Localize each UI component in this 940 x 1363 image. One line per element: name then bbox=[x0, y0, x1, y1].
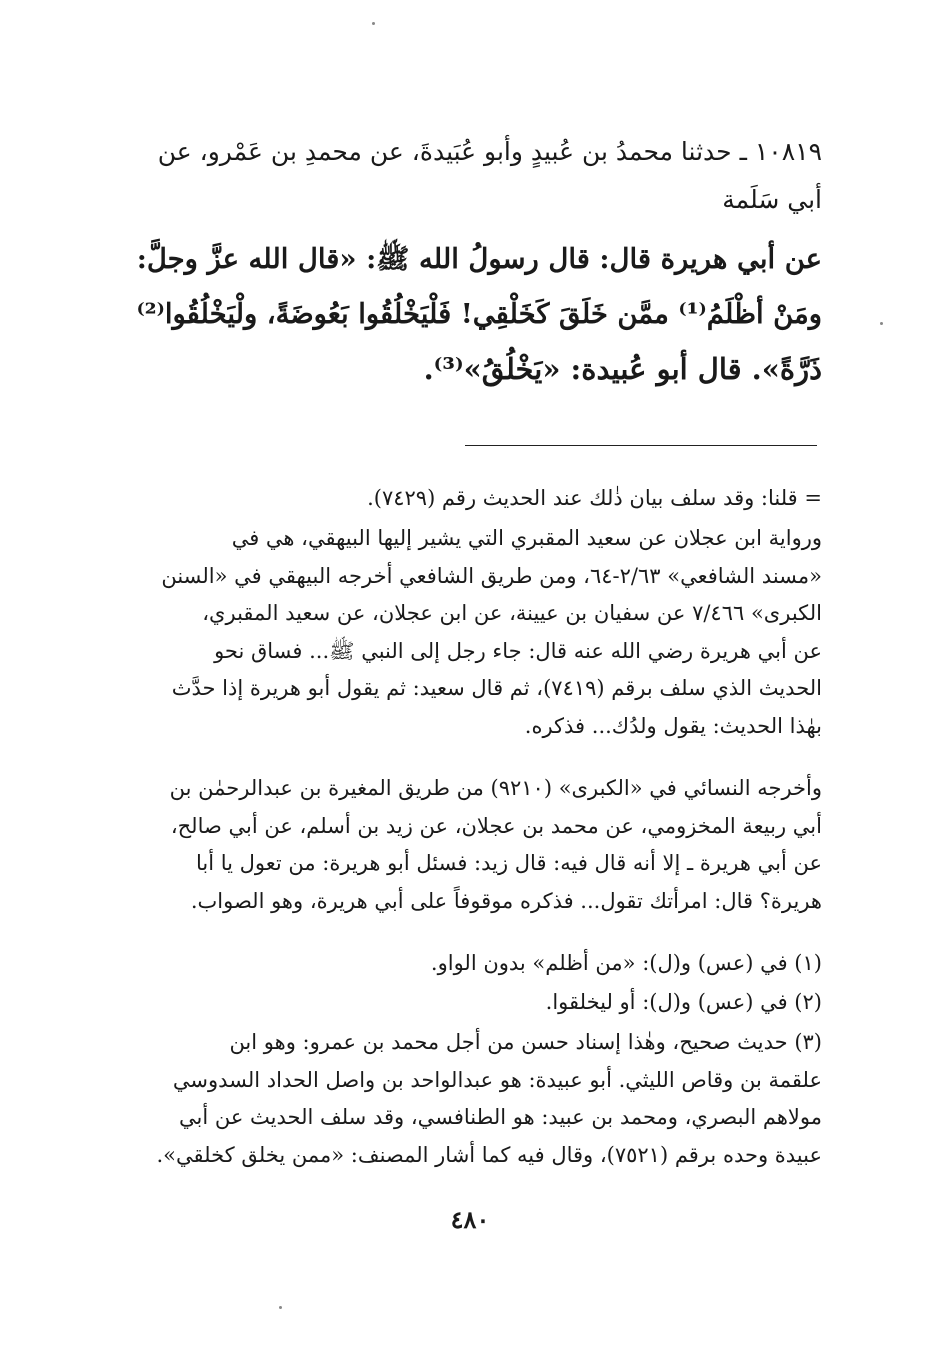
footnote-line: (٣) حديث صحيح، وهٰذا إسناد حسن من أجل محمد بن عمرو: وهو ابن bbox=[229, 1030, 822, 1054]
footnote-3 bbox=[118, 1024, 822, 1174]
footnote-line: (٢) في (عس) و(ل): أو ليخلقوا. bbox=[545, 990, 822, 1014]
hadith-text bbox=[122, 232, 822, 397]
hadith-heading bbox=[122, 128, 822, 224]
hadith-text-line: ذَرَّةً». قال أبو عُبيدة: «يَخْلُقُ»⁽³⁾. bbox=[423, 352, 822, 386]
footnote-line: عن أبي هريرة ـ إلا أنه قال فيه: قال زيد: فسئل أبو هريرة: من تعول يا أبا bbox=[195, 851, 822, 875]
footnote-1 bbox=[118, 945, 822, 983]
footnote-line: الكبرى» ٧/٤٦٦ عن سفيان بن عيينة، عن ابن عجلان، عن سعيد المقبري، bbox=[202, 601, 822, 625]
footnote-line: = قلنا: وقد سلف بيان ذٰلك عند الحديث رقم (٧٤٢٩). bbox=[367, 486, 822, 510]
footnote-line: أبي ربيعة المخزومي، عن محمد بن عجلان، عن زيد بن أسلم، عن أبي صالح، bbox=[170, 813, 822, 838]
footnote-line: مولاهم البصري، ومحمد بن عبيد: هو الطنافسي، وقد سلف الحديث عن أبي bbox=[178, 1105, 822, 1129]
page-number: ٤٨٠ bbox=[450, 1205, 490, 1234]
footnote-separator bbox=[465, 445, 817, 446]
hadith-heading-line: ١٠٨١٩ ـ حدثنا محمدُ بن عُبيدٍ وأبو عُبَيدةَ، عن محمدِ بن عَمْرو، عن bbox=[157, 137, 822, 166]
footnote-line: وأخرجه النسائي في «الكبرى» (٩٢١٠) من طريق المغيرة بن عبدالرحمٰن بن bbox=[169, 776, 822, 800]
footnote-line: «مسند الشافعي» ٢/٦٣-٦٤، ومن طريق الشافعي أخرجه البيهقي في «السنن bbox=[161, 563, 822, 588]
scan-speck bbox=[880, 322, 883, 325]
footnote-line: عن أبي هريرة رضي الله عنه قال: جاء رجل إلى النبي ﷺ... فساق نحو bbox=[214, 638, 822, 663]
footnote-line: بهٰذا الحديث: يقول ولدُك... فذكره. bbox=[524, 713, 822, 738]
footnote-line: الحديث الذي سلف برقم (٧٤١٩)، ثم قال سعيد: ثم يقول أبو هريرة إذا حدَّث bbox=[171, 676, 822, 700]
footnote-line: (١) في (عس) و(ل): «من أظلم» بدون الواو. bbox=[430, 951, 822, 975]
hadith-text-line: ومَنْ أظْلَمُ⁽¹⁾ ممَّن خَلَقَ كَخَلْقِي! فَلْيَخْلُقُوا بَعُوضَةً، ولْيَخْلُقُوا⁽²⁾ bbox=[136, 298, 822, 330]
footnote-line: هريرة؟ قال: امرأتك تقول... فذكره موقوفاً على أبي هريرة، وهو الصواب. bbox=[190, 888, 822, 913]
footnote-paragraph-nasai bbox=[118, 770, 822, 920]
footnote-paragraph-ibn-ajlan bbox=[118, 520, 822, 745]
footnote-continuation bbox=[118, 480, 822, 518]
hadith-heading-line: أبي سَلَمة bbox=[722, 185, 822, 214]
footnote-2 bbox=[118, 984, 822, 1022]
footnote-line: عبيدة وحده برقم (٧٥٢١)، وقال فيه كما أشار المصنف: «ممن يخلق كخلقي». bbox=[156, 1142, 822, 1167]
footnote-line: علقمة بن وقاص الليثي. أبو عبيدة: هو عبدالواحد بن واصل الحداد السدوسي bbox=[172, 1067, 822, 1092]
hadith-text-line: عن أبي هريرة قال: قال رسولُ الله ﷺ: «قال الله عزَّ وجلَّ: bbox=[136, 243, 822, 275]
scan-speck bbox=[279, 1306, 282, 1309]
footnote-line: ورواية ابن عجلان عن سعيد المقبري التي يشير إليها البيهقي، هي في bbox=[231, 526, 822, 550]
scan-speck bbox=[372, 22, 375, 25]
